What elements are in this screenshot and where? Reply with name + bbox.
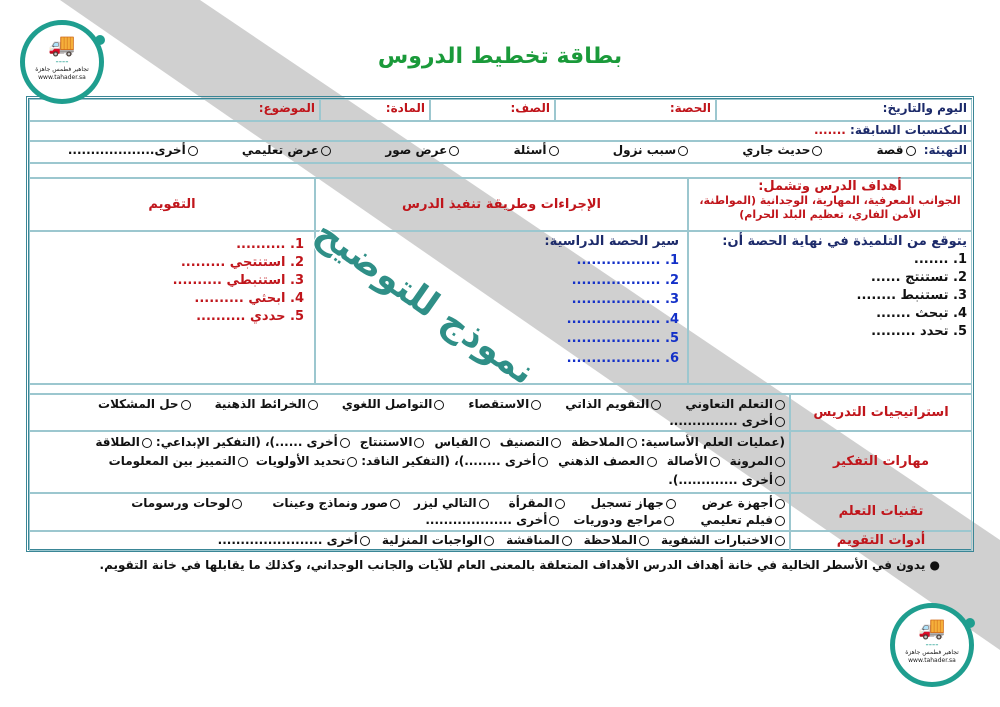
technique-option[interactable]: جهاز تسجيل <box>591 495 676 512</box>
thinking-option[interactable]: الملاحظة <box>571 433 636 452</box>
warmup-option[interactable]: سبب نزول <box>613 143 688 157</box>
tool-option[interactable]: أخرى ....................... <box>218 533 370 547</box>
goals-intro: يتوقع من التلميذة في نهاية الحصة أن: <box>722 234 967 249</box>
tool-option[interactable]: الاختبارات الشفوية <box>661 533 785 547</box>
goal-item: 3. تستنبط ........ <box>856 288 967 303</box>
thinking-option[interactable]: المرونة <box>730 452 785 471</box>
thinking-option[interactable]: القياس <box>434 433 489 452</box>
thinking-option[interactable]: أخرى ........)، (التفكير الناقد: <box>361 452 548 471</box>
strategy-option[interactable]: التواصل اللغوي <box>342 396 444 413</box>
warmup-option[interactable]: أخرى................... <box>68 143 198 157</box>
procedures-intro: سير الحصة الدراسية: <box>544 234 679 249</box>
tools-label: أدوات التقويم <box>790 531 972 551</box>
technique-option[interactable]: فيلم تعليمي <box>700 512 785 529</box>
tool-option[interactable]: الواجبات المنزلية <box>382 533 494 547</box>
logo-top: 🚚 ---- تجاهير فطمس جاهزة www.tahader.sa <box>20 20 104 104</box>
warmup-option[interactable]: عرض صور <box>385 143 459 157</box>
evaluation-cell[interactable] <box>29 231 315 384</box>
goal-item: 5. تحدد ......... <box>871 324 967 339</box>
goal-item: 1. ....... <box>913 252 967 267</box>
truck-icon: 🚚 <box>918 616 946 641</box>
spacer-row <box>29 384 972 394</box>
goals-header <box>688 178 972 231</box>
logo-url: www.tahader.sa <box>908 657 956 664</box>
warmup-option[interactable]: عرض تعليمي <box>242 143 331 157</box>
procedure-item: 5. ................... <box>566 331 679 346</box>
thinking-option[interactable]: التصنيف <box>500 433 561 452</box>
thinking-option[interactable]: التمييز بين المعلومات <box>109 452 248 471</box>
procedures-header: الإجراءات وطريقة تنفيذ الدرس <box>315 178 688 231</box>
evaluation-item: 4. ابحثي .......... <box>194 291 304 306</box>
tools-options <box>29 531 790 551</box>
procedure-item: 1. ................. <box>576 253 679 268</box>
warmup-option[interactable]: قصة <box>877 143 916 157</box>
truck-icon: 🚚 <box>48 33 76 58</box>
logo-name: تجاهير فطمس جاهزة <box>35 66 89 73</box>
prior-knowledge-row[interactable] <box>29 121 972 141</box>
thinking-option[interactable]: أخرى ......)، (التفكير الإبداعي: <box>156 433 350 452</box>
evaluation-item: 1. .......... <box>236 237 304 252</box>
strategies-options <box>29 394 790 431</box>
thinking-label: مهارات التفكير <box>790 431 972 493</box>
strategy-option[interactable]: التقويم الذاتي <box>565 396 661 413</box>
evaluation-item: 2. استنتجي ......... <box>180 255 304 270</box>
grade-cell[interactable]: الصف: <box>430 99 555 121</box>
thinking-other[interactable]: أخرى .............). <box>668 471 785 490</box>
procedure-item: 6. ................... <box>566 350 679 366</box>
techniques-label: تقنيات التعلم <box>790 493 972 531</box>
procedure-item: 4. ................... <box>566 311 679 327</box>
technique-option[interactable]: أجهزة عرض <box>702 495 785 512</box>
technique-option[interactable]: المقرأة <box>509 495 565 512</box>
procedure-item: 2. .................. <box>571 272 679 288</box>
date-cell[interactable]: اليوم والتاريخ: <box>716 99 972 121</box>
evaluation-item: 5. حددي .......... <box>196 309 304 324</box>
topic-cell[interactable]: الموضوع: <box>29 99 320 121</box>
goals-title: أهداف الدرس وتشمل: <box>758 179 902 194</box>
thinking-option[interactable]: الاستنتاج <box>360 433 425 452</box>
thinking-option[interactable]: الأصالة <box>667 452 720 471</box>
warmup-option[interactable]: أسئلة <box>514 143 559 157</box>
technique-option[interactable]: مراجع ودوريات <box>573 512 674 529</box>
logo-url: www.tahader.sa <box>38 74 86 81</box>
thinking-prefix: (عمليات العلم الأساسية: <box>640 435 785 449</box>
technique-option[interactable]: لوحات ورسومات <box>131 495 242 512</box>
prior-label: المكتسبات السابقة: <box>850 123 967 137</box>
thinking-option[interactable]: العصف الذهني <box>558 452 657 471</box>
strategy-option[interactable]: حل المشكلات <box>98 396 191 413</box>
tool-option[interactable]: المناقشة <box>506 533 571 547</box>
warmup-label: التهيئة: <box>923 143 967 157</box>
footnote-text: يدون في الأسطر الخالية في خانة أهداف الدرس الأهداف المتعلقة بالمعنى العام للآيات والجانب الوجداني، وكذلك ما يقابلها في خانة التقويم. <box>99 558 926 572</box>
technique-option[interactable]: صور ونماذج وعينات <box>272 495 400 512</box>
page-title: بطاقة تخطيط الدروس <box>377 44 623 69</box>
logo-bottom: 🚚 ---- تجاهير فطمس جاهزة www.tahader.sa <box>890 603 974 687</box>
strategy-option[interactable]: التعلم التعاوني <box>685 396 785 413</box>
period-cell[interactable]: الحصة: <box>555 99 716 121</box>
warmup-option[interactable]: حديث جاري <box>742 143 822 157</box>
logo-name: تجاهير فطمس جاهزة <box>905 649 959 656</box>
goals-subtitle: الجوانب المعرفية، المهارية، الوجدانية (المواطنة، الأمن الفاري، تعظيم البلد الحرام) <box>699 194 961 221</box>
warmup-row <box>29 141 972 163</box>
strategy-other[interactable]: أخرى ............... <box>669 413 785 430</box>
evaluation-header: التقويم <box>29 178 315 231</box>
footnote: ● يدون في الأسطر الخالية في خانة أهداف الدرس الأهداف المتعلقة بالمعنى العام للآيات والجانب الوجداني، وكذلك ما يقابلها في خانة التقويم. <box>99 558 940 572</box>
strategies-label: استراتيجيات التدريس <box>790 394 972 431</box>
technique-option[interactable]: أخرى ................... <box>425 512 559 529</box>
strategy-option[interactable]: الاستقصاء <box>468 396 541 413</box>
strategy-option[interactable]: الخرائط الذهنية <box>215 396 318 413</box>
evaluation-item: 3. استنبطي .......... <box>172 273 304 288</box>
techniques-options <box>29 493 790 531</box>
technique-option[interactable]: التالي ليزر <box>414 495 489 512</box>
prior-value: ....... <box>813 123 846 137</box>
thinking-options <box>29 431 790 493</box>
goal-item: 2. تستنتج ...... <box>870 270 967 285</box>
goal-item: 4. تبحث ....... <box>876 306 967 321</box>
thinking-option[interactable]: الطلاقة <box>95 433 152 452</box>
spacer-row <box>29 163 972 178</box>
procedure-item: 3. .................. <box>571 292 679 307</box>
watermark-text: نموذج للتوضيح <box>307 211 543 394</box>
subject-cell[interactable]: المادة: <box>320 99 430 121</box>
goals-cell[interactable] <box>688 231 972 384</box>
tool-option[interactable]: الملاحظة <box>584 533 649 547</box>
thinking-option[interactable]: تحديد الأولويات <box>256 452 357 471</box>
